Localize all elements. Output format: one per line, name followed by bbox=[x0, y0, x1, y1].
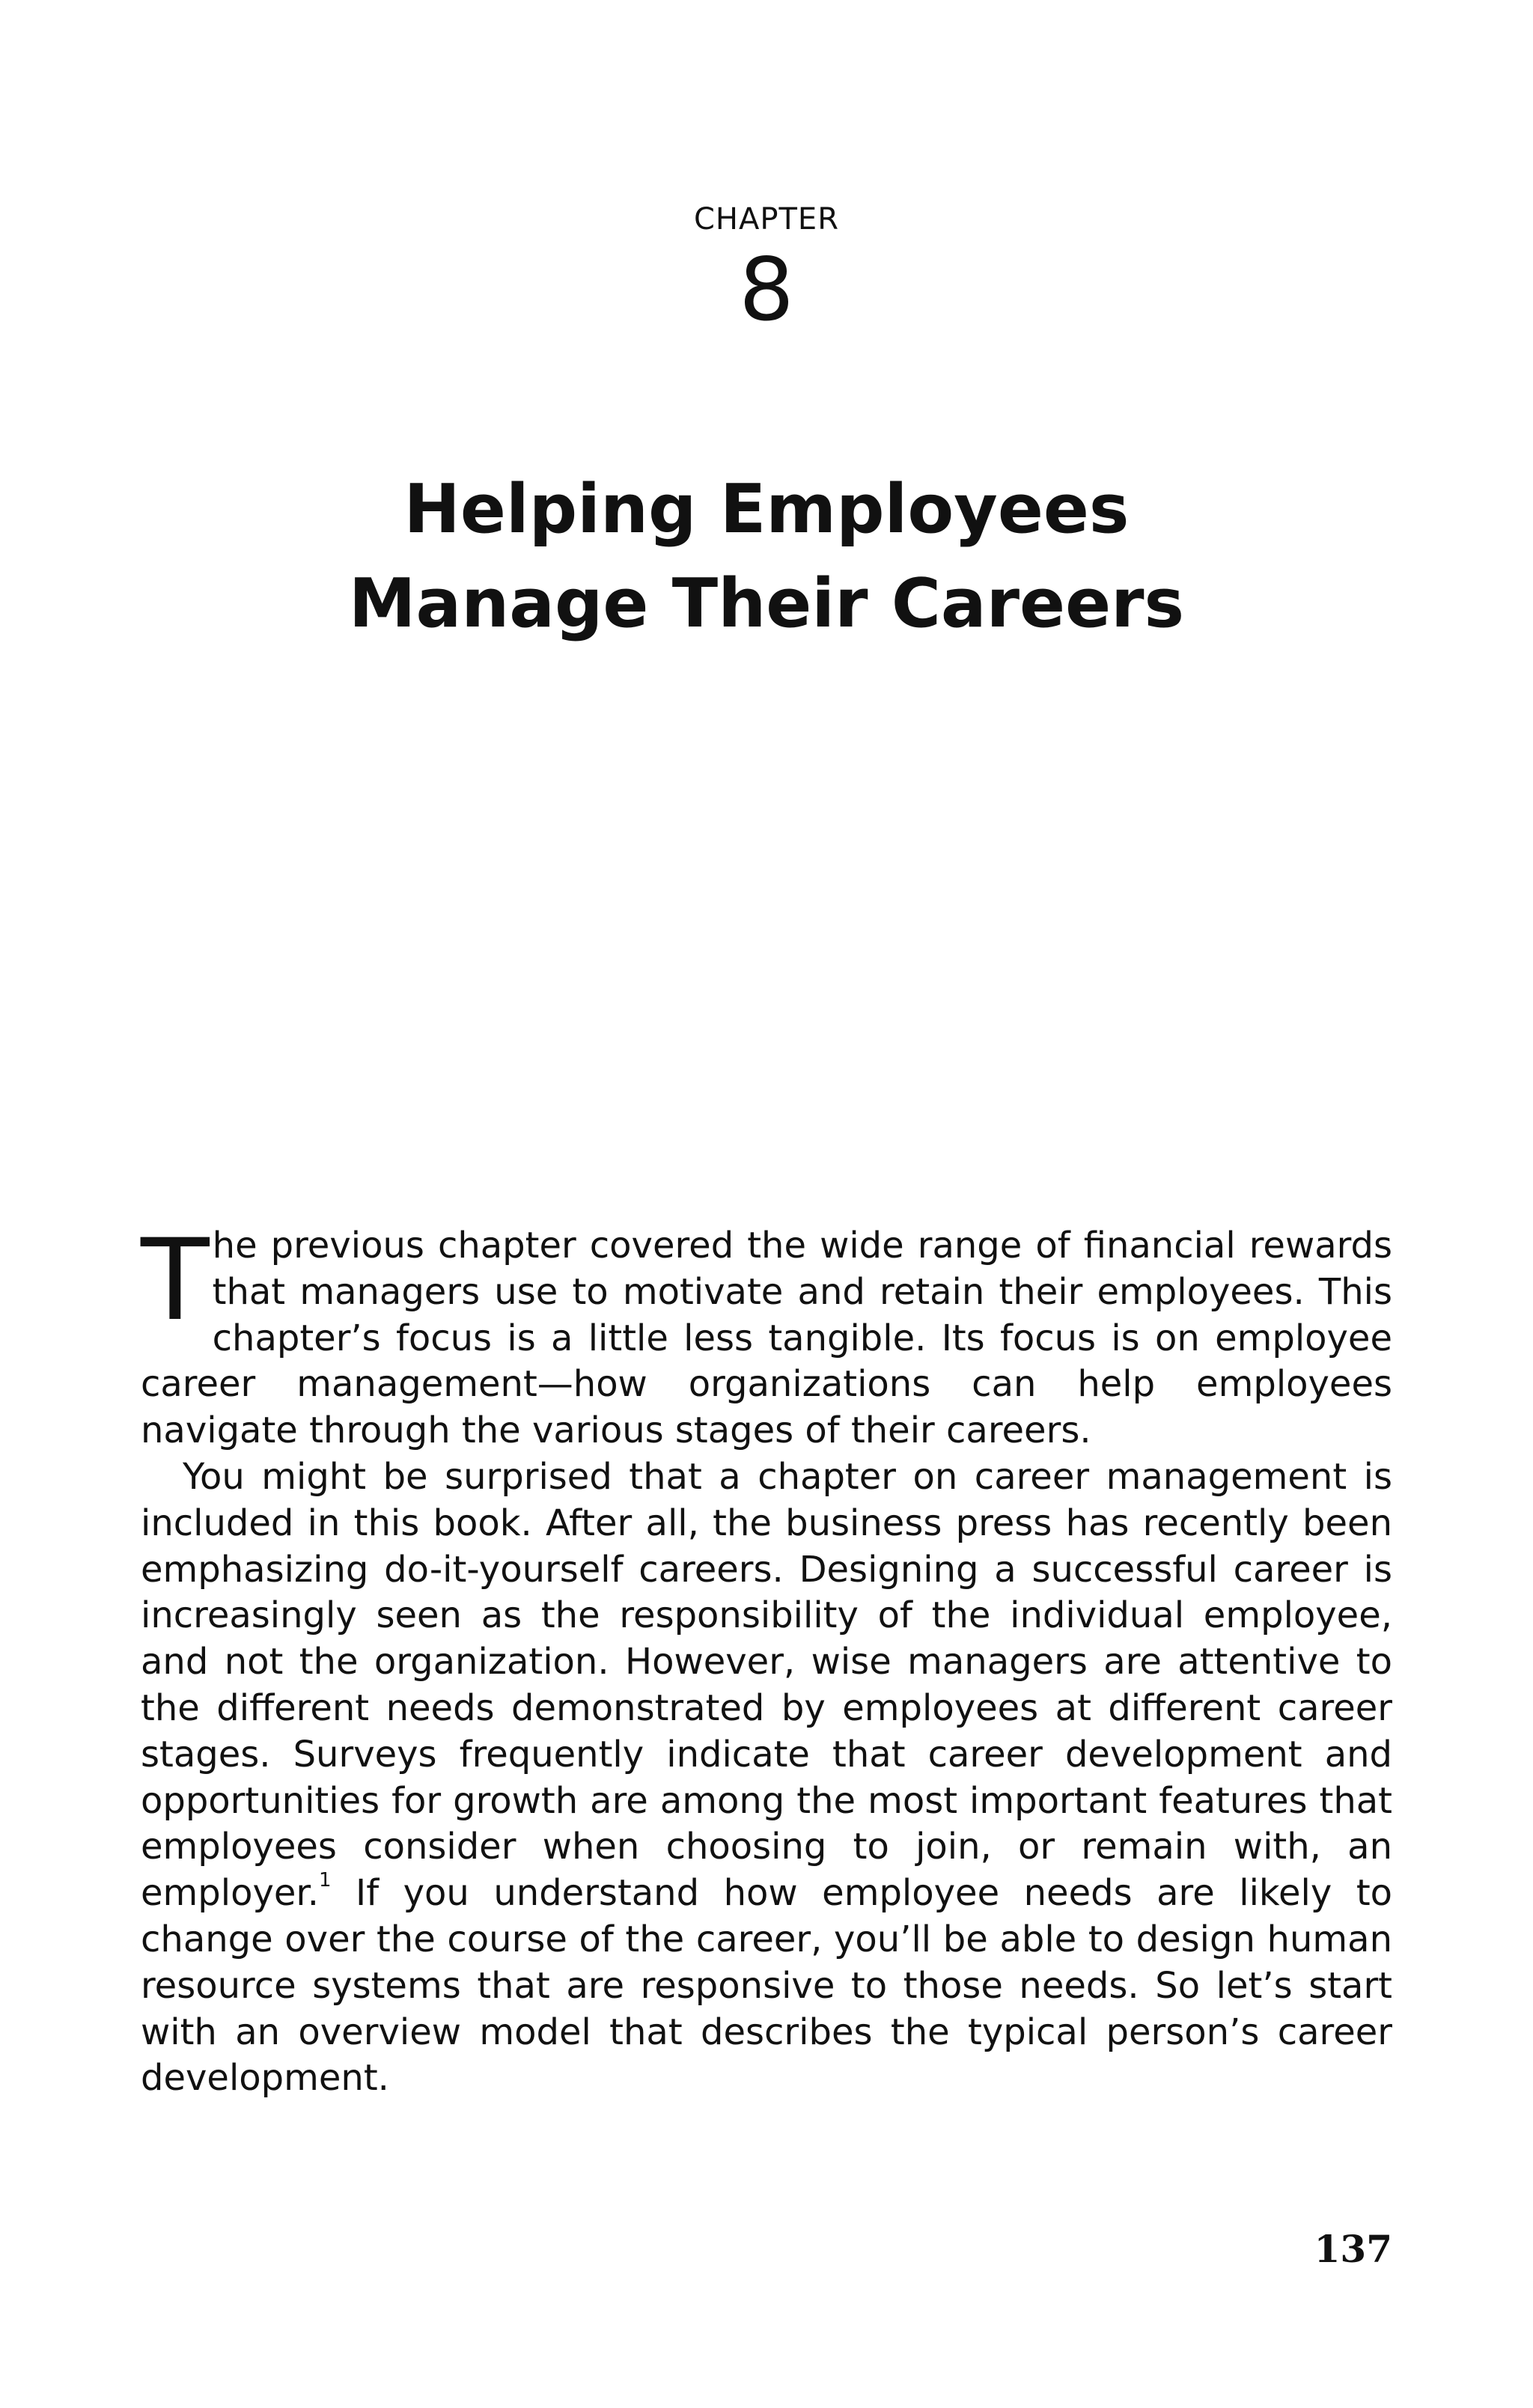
paragraph-2-text-b: If you understand how employee needs are likely to change over the course of the career, you’ll be able to design human resource systems that are responsive to those needs. So let’s start with an overview model that describes the typical person’s career development. bbox=[141, 1872, 1392, 2100]
page-number: 137 bbox=[1314, 2227, 1392, 2271]
paragraph-1-text: he previous chapter covered the wide range of financial rewards that managers use to motivate and retain their employees. This chapter’s focus is a little less tangible. Its focus is on employee career management—how organizations can help employees navigate through the various stages of their careers. bbox=[141, 1225, 1392, 1452]
footnote-marker: 1 bbox=[318, 1869, 332, 1892]
drop-cap: T bbox=[141, 1216, 210, 1346]
chapter-number: 8 bbox=[739, 240, 794, 341]
chapter-label: CHAPTER bbox=[694, 202, 839, 237]
body-text bbox=[141, 1216, 1392, 2102]
chapter-title-line-1: Helping Employees bbox=[403, 470, 1130, 549]
chapter-title bbox=[0, 463, 1533, 651]
paragraph-2 bbox=[141, 1454, 1392, 2102]
paragraph-1 bbox=[141, 1216, 1392, 1454]
chapter-title-line-2: Manage Their Careers bbox=[348, 564, 1185, 643]
paragraph-2-text-a: You might be surprised that a chapter on career management is included in this book. After all, the business press has recently been emphasizing do-it-yourself careers. Designing a successful career is increasingly seen as the responsibility of the individual employee, and not the organization. However, wise managers are attentive to the different needs demonstrated by employees at different career stages. Surveys frequently indicate that career development and opportunities for growth are among the most important features that employees consider when choosing to join, or remain with, an employer. bbox=[141, 1455, 1392, 1915]
